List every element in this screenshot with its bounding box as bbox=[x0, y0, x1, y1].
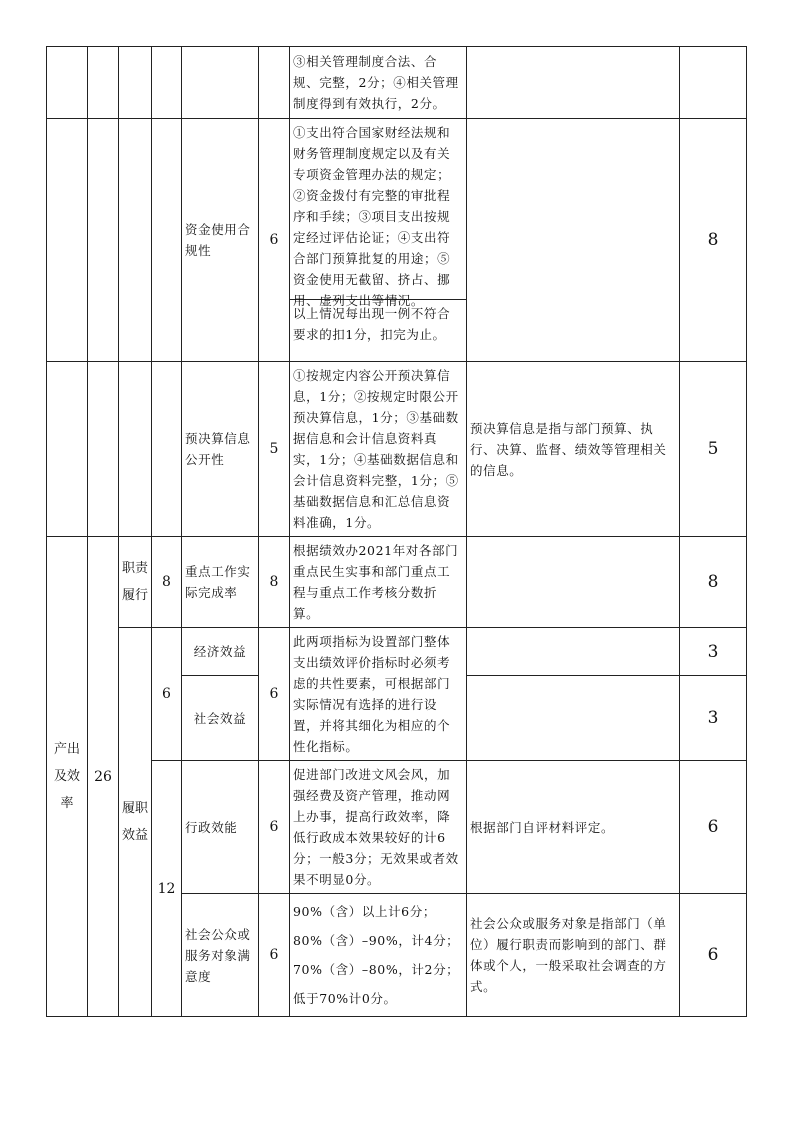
table-row bbox=[47, 628, 747, 676]
indicator-weight: 8 bbox=[259, 537, 290, 628]
indicator-label: 资金使用合规性 bbox=[182, 119, 259, 362]
note-text: 根据部门自评材料评定。 bbox=[467, 761, 680, 894]
category-label: 产出 及效 率 bbox=[47, 537, 88, 1017]
standard-text: 根据绩效办2021年对各部门重点民生实事和部门重点工程与重点工作考核分数折算。 bbox=[290, 537, 467, 628]
deduction-rule: 以上情况每出现一例不符合要求的扣1分，扣完为止。 bbox=[290, 299, 466, 361]
indicator-weight: 5 bbox=[259, 362, 290, 537]
standard-line: 低于70%计0分。 bbox=[293, 991, 397, 1006]
indicator-weight: 6 bbox=[259, 119, 290, 362]
note-cell bbox=[467, 628, 680, 676]
sub-category-cell bbox=[119, 47, 152, 119]
table-row bbox=[47, 537, 747, 628]
sub-weight-cell bbox=[152, 47, 182, 119]
standard-text: 促进部门改进文风会风，加强经费及资产管理，推动网上办事，提高行政效率，降低行政成本效果较好的计6分；一般3分；无效果或者效果不明显0分。 bbox=[290, 761, 467, 894]
category-weight: 26 bbox=[88, 537, 119, 1017]
indicator-label: 预决算信息公开性 bbox=[182, 362, 259, 537]
score-value: 3 bbox=[680, 676, 747, 761]
evaluation-indicator-table bbox=[46, 46, 747, 1017]
indicator-label: 行政效能 bbox=[182, 761, 259, 894]
indicator-label: 社会公众或服务对象满意度 bbox=[182, 894, 259, 1017]
group-weight: 6 bbox=[152, 628, 182, 761]
score-value: 3 bbox=[680, 628, 747, 676]
note-text: 社会公众或服务对象是指部门（单位）履行职责而影响到的部门、群体或个人，一般采取社会调查的方式。 bbox=[467, 894, 680, 1017]
group-weight: 12 bbox=[152, 761, 182, 1017]
table-row bbox=[47, 47, 747, 119]
standard-text bbox=[290, 894, 467, 1017]
standard-cell bbox=[290, 119, 467, 362]
table-row bbox=[47, 362, 747, 537]
note-text: 预决算信息是指与部门预算、执行、决算、监督、绩效等管理相关的信息。 bbox=[467, 362, 680, 537]
table-row bbox=[47, 119, 747, 362]
category-cell bbox=[47, 47, 88, 119]
standard-text: ①支出符合国家财经法规和财务管理制度规定以及有关专项资金管理办法的规定；②资金拨付有完整的审批程序和手续；③项目支出按规定经过评估论证；④支出符合部门预算批复的用途；⑤资金使用无截留、挤占、挪用、虚列支出等情况。 bbox=[293, 125, 451, 308]
standard-line: 90%（含）以上计6分； bbox=[293, 904, 436, 919]
indicator-weight: 6 bbox=[259, 894, 290, 1017]
weight-cell bbox=[259, 47, 290, 119]
score-value: 6 bbox=[680, 894, 747, 1017]
standard-text: ①按规定内容公开预决算信息，1分；②按规定时限公开预决算信息，1分；③基础数据信息和会计信息资料真实，1分；④基础数据信息和会计信息资料完整，1分；⑤基础数据信息和汇总信息资料准确，1分。 bbox=[290, 362, 467, 537]
standard-cell: ③相关管理制度合法、合规、完整，2分；④相关管理制度得到有效执行，2分。 bbox=[290, 47, 467, 119]
score-value: 8 bbox=[680, 537, 747, 628]
indicator-label: 经济效益 bbox=[182, 628, 259, 676]
indicator-weight: 6 bbox=[259, 761, 290, 894]
indicator-label: 重点工作实际完成率 bbox=[182, 537, 259, 628]
standard-line: 80%（含）–90%，计4分； bbox=[293, 933, 460, 948]
standard-line: 70%（含）–80%，计2分； bbox=[293, 962, 460, 977]
indicator-label: 社会效益 bbox=[182, 676, 259, 761]
standard-text: 此两项指标为设置部门整体支出绩效评价指标时必须考虑的共性要素，可根据部门实际情况有选择的进行设置，并将其细化为相应的个性化指标。 bbox=[290, 628, 467, 761]
note-cell bbox=[467, 47, 680, 119]
indicator-cell bbox=[182, 47, 259, 119]
score-value: 8 bbox=[680, 119, 747, 362]
score-value: 6 bbox=[680, 761, 747, 894]
indicator-weight: 6 bbox=[259, 628, 290, 761]
table-row bbox=[47, 761, 747, 894]
score-cell bbox=[680, 47, 747, 119]
category-weight-cell bbox=[88, 47, 119, 119]
score-value: 5 bbox=[680, 362, 747, 537]
note-cell bbox=[467, 676, 680, 761]
note-cell bbox=[467, 537, 680, 628]
sub-weight: 8 bbox=[152, 537, 182, 628]
note-cell bbox=[467, 119, 680, 362]
sub-category-label: 职责 履行 bbox=[119, 537, 152, 628]
sub-category-label: 履职 效益 bbox=[119, 628, 152, 1017]
